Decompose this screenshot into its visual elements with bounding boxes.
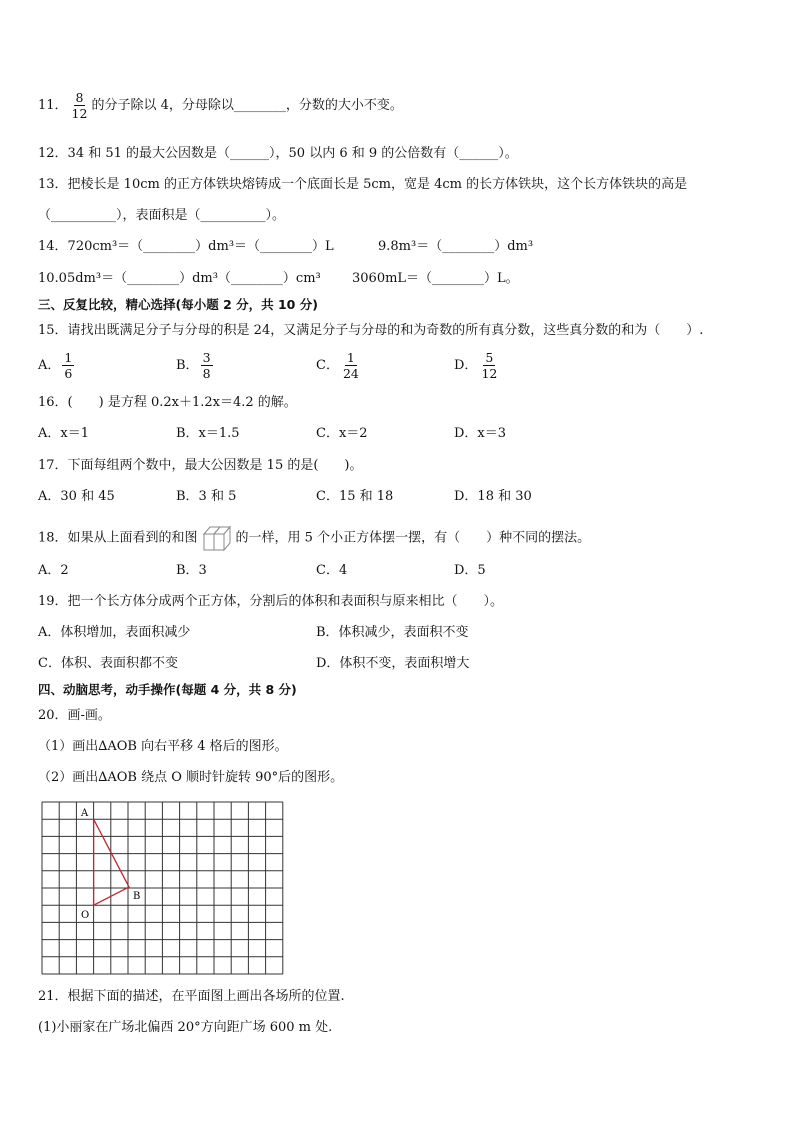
question-14-part-4: 3060mL＝（________）L。 xyxy=(352,271,519,286)
triangle-grid-figure xyxy=(40,800,290,978)
cube-top-view-figure xyxy=(200,524,234,552)
option-a[interactable] xyxy=(38,350,76,381)
option-d[interactable]: D．18 和 30 xyxy=(454,489,532,504)
question-11 xyxy=(38,90,403,121)
question-20: 20．画-画。 xyxy=(38,708,111,723)
option-b[interactable]: B．3 和 5 xyxy=(176,489,237,504)
question-text: 18．如果从上面看到的和图 xyxy=(38,530,198,546)
fraction-numerator: 1 xyxy=(64,350,73,365)
question-20-part-2: （2）画出∆AOB 绕点 O 顺时针旋转 90°后的图形。 xyxy=(38,770,344,785)
question-13-line-1: 13．把棱长是 10cm 的正方体铁块熔铸成一个底面长是 5cm，宽是 4cm 的长方体铁块，这个长方体铁块的高是 xyxy=(38,177,688,192)
option-label: B． xyxy=(176,358,199,373)
question-12: 12．34 和 51 的最大公因数是（______），50 以内 6 和 9 的公倍数有（______）。 xyxy=(38,146,518,161)
point-label-b: B xyxy=(133,891,141,902)
question-13-line-2: （__________），表面积是（__________）。 xyxy=(38,208,286,223)
option-b[interactable]: B．x＝1.5 xyxy=(176,426,240,441)
option-c[interactable]: C．体积、表面积都不变 xyxy=(38,656,178,671)
option-a[interactable]: A．体积增加，表面积减少 xyxy=(38,625,191,640)
fraction xyxy=(62,350,74,381)
fraction-denominator: 8 xyxy=(202,366,211,381)
option-c[interactable] xyxy=(316,350,363,381)
option-c[interactable]: C．4 xyxy=(316,563,348,578)
question-21: 21．根据下面的描述，在平面图上画出各场所的位置. xyxy=(38,989,345,1004)
option-c[interactable]: C．x＝2 xyxy=(316,426,368,441)
question-14-part-1: 14．720cm³＝（________）dm³＝（________）L xyxy=(38,239,334,254)
option-label: C． xyxy=(316,358,339,373)
section-heading-4: 四、动脑思考，动手操作(每题 4 分，共 8 分) xyxy=(38,682,297,697)
option-a[interactable]: A．30 和 45 xyxy=(38,489,115,504)
fraction xyxy=(341,350,361,381)
fraction-numerator: 8 xyxy=(75,90,84,105)
question-text: 的分子除以 4，分母除以 xyxy=(91,98,234,113)
fraction-denominator: 24 xyxy=(342,366,359,381)
question-14-part-3: 10.05dm³＝（________）dm³（________）cm³ xyxy=(38,271,321,286)
option-b[interactable]: B．体积减少，表面积不变 xyxy=(316,625,469,640)
option-d[interactable]: D．5 xyxy=(454,563,486,578)
question-21-part-1: (1)小丽家在广场北偏西 20°方向距广场 600 m 处. xyxy=(38,1020,333,1035)
option-d[interactable] xyxy=(454,350,501,381)
question-14-part-2: 9.8m³＝（________）dm³ xyxy=(378,239,534,254)
fraction xyxy=(201,350,213,381)
question-20-part-1: （1）画出∆AOB 向右平移 4 格后的图形。 xyxy=(38,739,288,754)
question-number: 11． xyxy=(38,98,68,113)
fraction-numerator: 3 xyxy=(202,350,211,365)
option-label: D． xyxy=(454,358,478,373)
option-label: A． xyxy=(38,358,61,373)
question-15: 15．请找出既满足分子与分母的积是 24，又满足分子与分母的和为奇数的所有真分数，这些真分数的和为（ ）. xyxy=(38,323,704,338)
point-label-a: A xyxy=(81,808,89,819)
option-d[interactable]: D．体积不变，表面积增大 xyxy=(316,656,470,671)
answer-blank[interactable]: ________ xyxy=(233,98,286,113)
question-17: 17．下面每组两个数中，最大公因数是 15 的是( )。 xyxy=(38,458,363,473)
option-b[interactable]: B．3 xyxy=(176,563,207,578)
fraction-numerator: 5 xyxy=(485,350,494,365)
fraction-denominator: 6 xyxy=(64,366,73,381)
section-heading-3: 三、反复比较，精心选择(每小题 2 分，共 10 分) xyxy=(38,297,318,312)
fraction-denominator: 12 xyxy=(481,366,498,381)
option-a[interactable]: A．x＝1 xyxy=(38,426,89,441)
question-19: 19．把一个长方体分成两个正方体，分割后的体积和表面积与原来相比（ ）。 xyxy=(38,594,504,609)
option-a[interactable]: A．2 xyxy=(38,563,69,578)
question-16: 16．( ) 是方程 0.2x＋1.2x＝4.2 的解。 xyxy=(38,395,297,410)
option-d[interactable]: D．x＝3 xyxy=(454,426,507,441)
question-text: ，分数的大小不变。 xyxy=(285,98,403,113)
question-18 xyxy=(38,524,590,552)
fraction-denominator: 12 xyxy=(71,106,88,121)
fraction xyxy=(479,350,499,381)
grid-lines xyxy=(42,802,283,974)
point-label-o: O xyxy=(81,910,90,921)
fraction xyxy=(70,90,90,121)
question-text: 的一样，用 5 个小正方体摆一摆，有（ ）种不同的摆法。 xyxy=(235,530,591,546)
option-b[interactable] xyxy=(176,350,215,381)
fraction-numerator: 1 xyxy=(346,350,355,365)
option-c[interactable]: C．15 和 18 xyxy=(316,489,394,504)
